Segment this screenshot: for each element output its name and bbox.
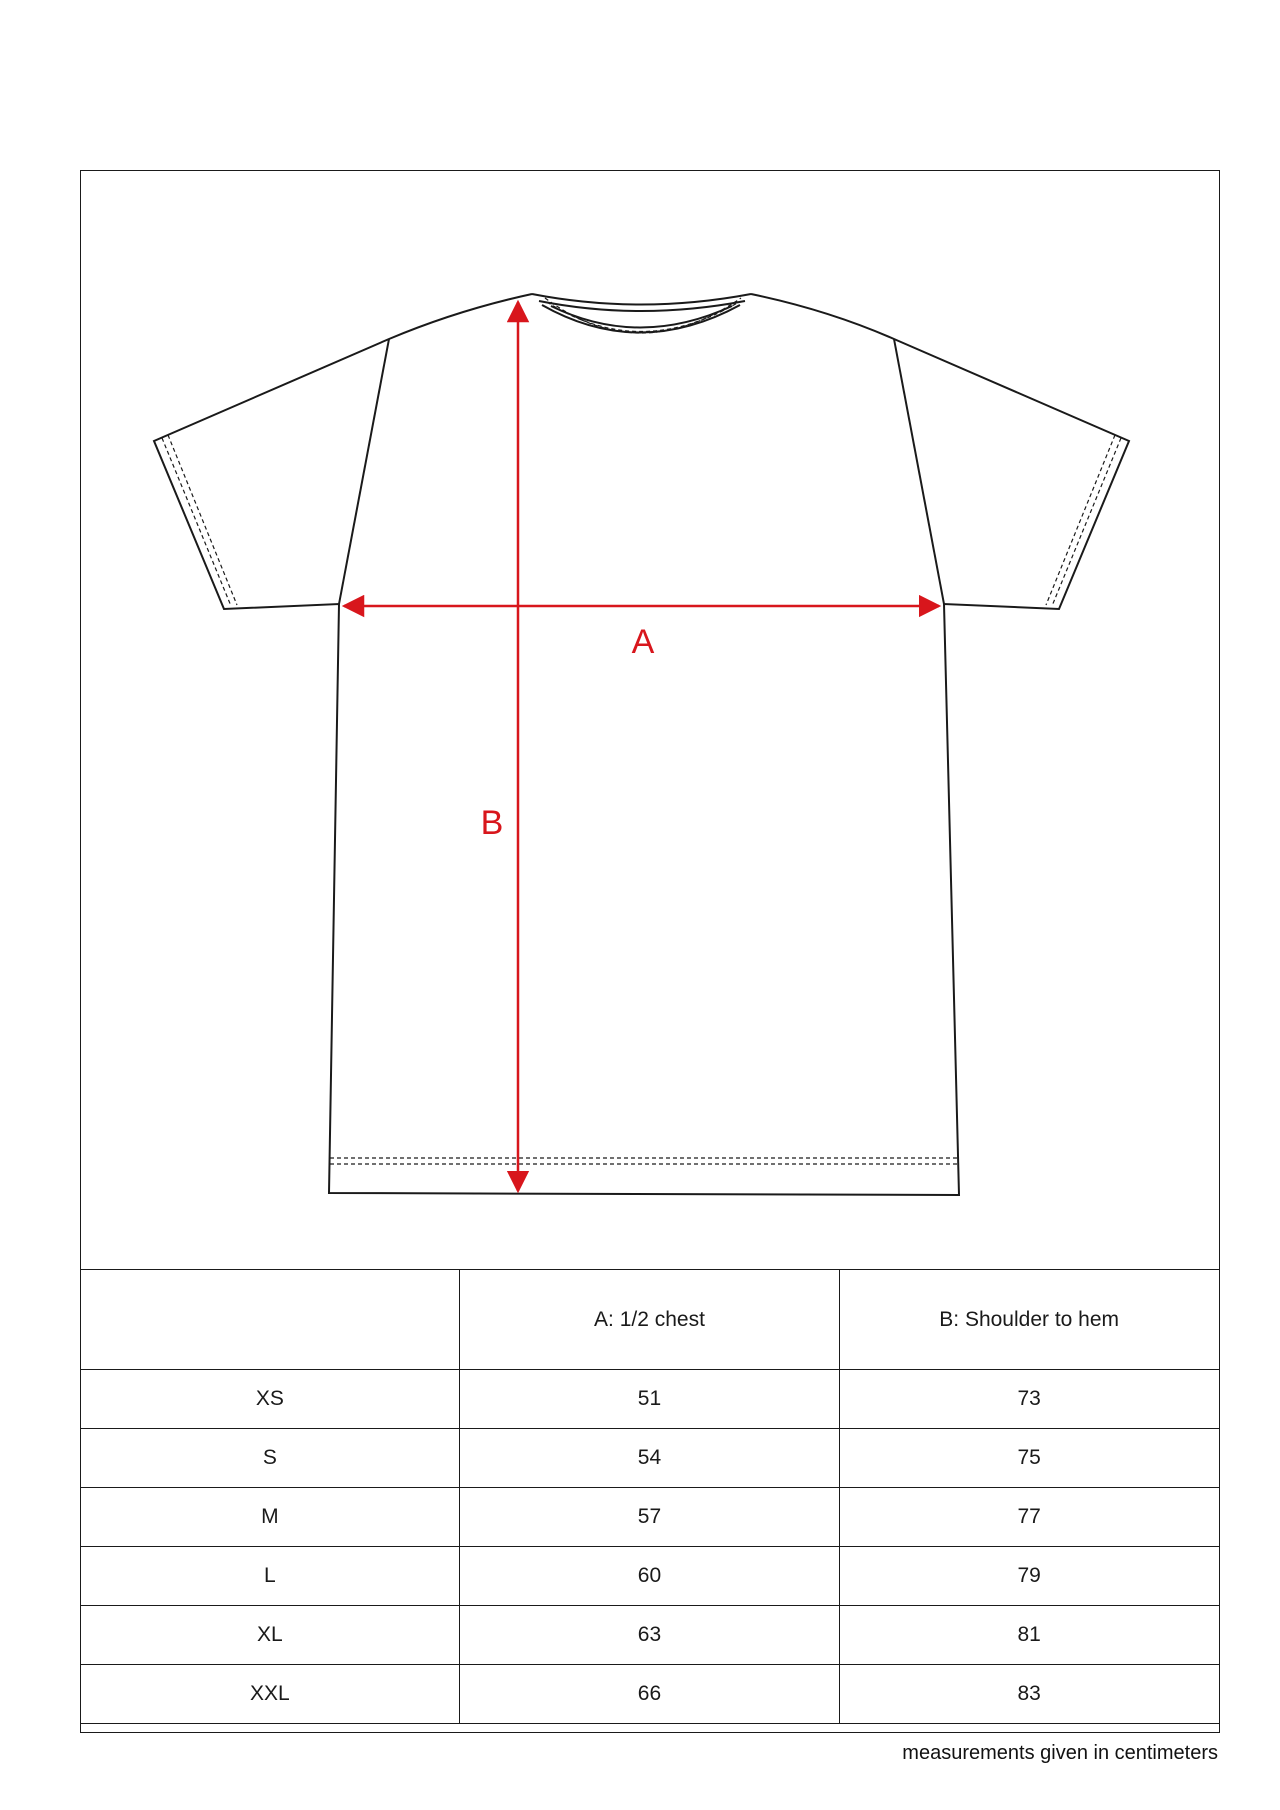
table-row xyxy=(80,1547,1219,1606)
header-size xyxy=(80,1270,460,1370)
tshirt-outline xyxy=(154,294,1129,1195)
chest-cell: 63 xyxy=(460,1606,840,1665)
chest-cell: 60 xyxy=(460,1547,840,1606)
table-header-row xyxy=(80,1270,1219,1370)
measurement-a-label: A xyxy=(631,623,655,661)
size-cell: L xyxy=(80,1547,460,1606)
chest-cell: 66 xyxy=(460,1665,840,1724)
size-chart-sheet xyxy=(80,170,1220,1733)
length-cell: 81 xyxy=(839,1606,1219,1665)
size-table xyxy=(80,1269,1220,1724)
length-cell: 73 xyxy=(839,1370,1219,1429)
table-row xyxy=(80,1606,1219,1665)
measurement-footnote: measurements given in centimeters xyxy=(902,1742,1218,1764)
size-cell: XXL xyxy=(80,1665,460,1724)
length-cell: 79 xyxy=(839,1547,1219,1606)
measurement-arrows xyxy=(344,302,939,1191)
length-cell: 83 xyxy=(839,1665,1219,1724)
size-cell: XS xyxy=(80,1370,460,1429)
size-cell: XL xyxy=(80,1606,460,1665)
stitch-lines xyxy=(162,298,1121,1164)
table-row xyxy=(80,1370,1219,1429)
length-cell: 75 xyxy=(839,1429,1219,1488)
length-cell: 77 xyxy=(839,1488,1219,1547)
measurement-b-label: B xyxy=(480,804,504,842)
chest-cell: 51 xyxy=(460,1370,840,1429)
size-cell: S xyxy=(80,1429,460,1488)
header-length: B: Shoulder to hem xyxy=(839,1270,1219,1370)
size-cell: M xyxy=(80,1488,460,1547)
header-chest: A: 1/2 chest xyxy=(460,1270,840,1370)
chest-cell: 54 xyxy=(460,1429,840,1488)
tshirt-diagram xyxy=(81,171,1219,1269)
table-row xyxy=(80,1665,1219,1724)
table-row xyxy=(80,1429,1219,1488)
table-row xyxy=(80,1488,1219,1547)
chest-cell: 57 xyxy=(460,1488,840,1547)
